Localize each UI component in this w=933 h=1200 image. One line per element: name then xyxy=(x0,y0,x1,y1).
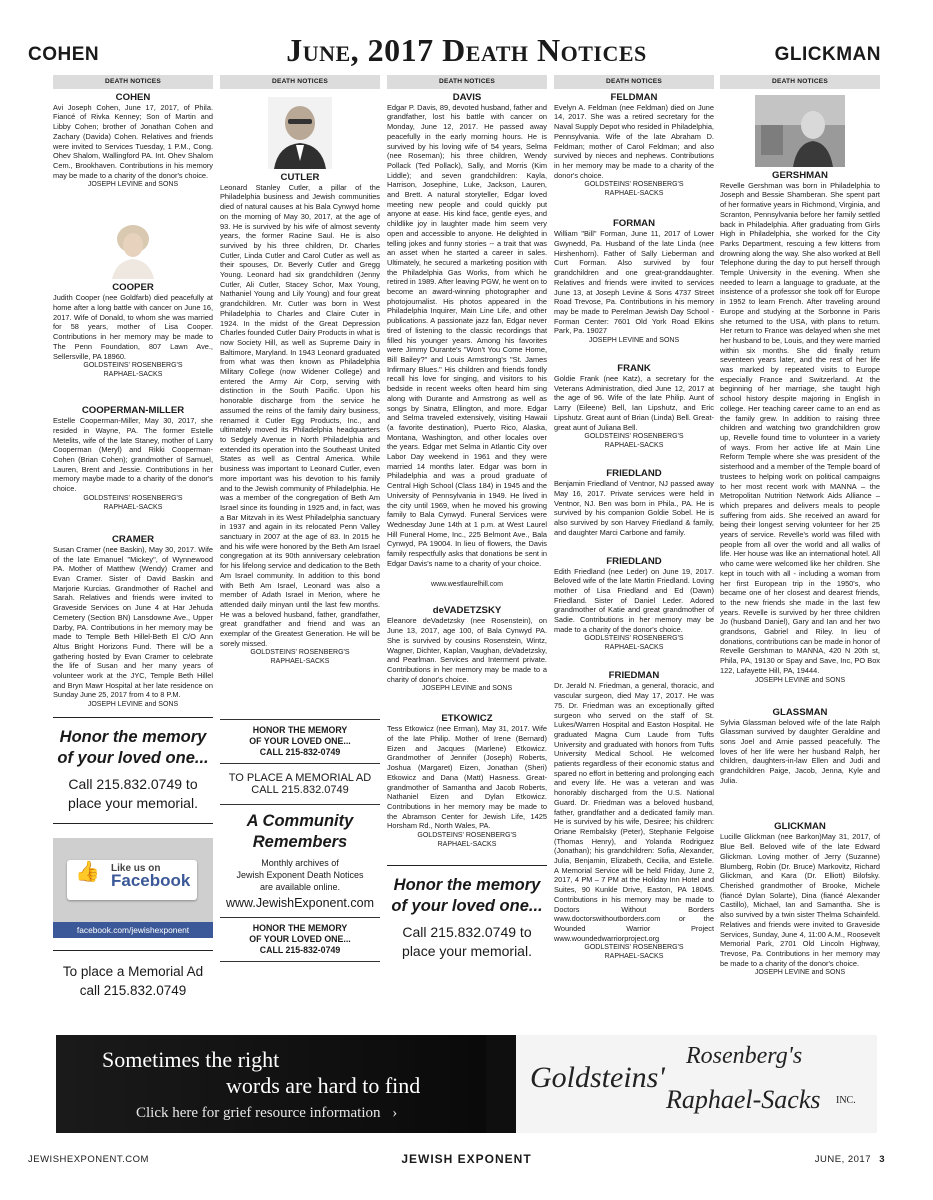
promo-heading: of your loved one... xyxy=(57,749,209,768)
thumbs-up-icon: 👍 xyxy=(75,861,100,884)
logo-goldsteins: Goldsteins' xyxy=(530,1061,665,1094)
community-url[interactable]: www.JewishExponent.com xyxy=(226,896,374,911)
facebook-brand: Facebook xyxy=(111,871,191,891)
portrait-image xyxy=(755,95,845,167)
notice-name: GLICKMAN xyxy=(774,821,826,833)
box-line: HONOR THE MEMORY xyxy=(252,923,348,934)
banner-line-1: Sometimes the right xyxy=(102,1047,280,1072)
notice-text: Edith Friedland (nee Leder) on June 19, 2017. Beloved wife of the late Martin Friedland. Loving mother of Lisa Friedland and Ed (Dawn) Friedland. Sister of Daniel Leder. Adored grandmother of Katie and great grandmother of Sadie. Contributions in her memory may be made to a charity of the donor's choice. xyxy=(554,566,714,634)
promo-text: To place a Memorial Ad xyxy=(62,964,204,980)
column-label: DEATH NOTICES xyxy=(720,75,880,89)
promo-heading: Honor the memory xyxy=(393,876,541,895)
grief-resource-banner[interactable] xyxy=(56,1035,877,1133)
portrait-photo xyxy=(755,95,845,167)
notice-signature: RAPHAEL-SACKS xyxy=(103,371,163,379)
box-line: CALL 215-832-0749 xyxy=(259,945,341,956)
portrait-image xyxy=(268,97,332,169)
community-text: are available online. xyxy=(259,882,341,893)
portrait-photo xyxy=(102,215,164,279)
logo-raphael-sacks: Raphael-Sacks xyxy=(666,1085,821,1114)
page-title: June, 2017 Death Notices xyxy=(286,32,647,68)
community-text: Jewish Exponent Death Notices xyxy=(236,870,364,881)
facebook-like-text: Like us on xyxy=(111,863,161,875)
column-4 xyxy=(554,75,714,961)
notice-signature: GOLDSTEINS' ROSENBERG'S xyxy=(250,649,350,657)
honor-memory-box[interactable] xyxy=(220,918,380,962)
column-label: DEATH NOTICES xyxy=(53,75,213,89)
notice-signature: GODLSTEINS' ROSENBERG'S xyxy=(584,944,684,952)
community-heading: Remembers xyxy=(252,833,348,852)
column-5 xyxy=(720,75,880,977)
notice-text: William "Bill" Forman, June 11, 2017 of Lower Gwynedd, Pa. Husband of the late Linda (nee Hirshenhorn). Father of Sally Lieberman and Curt Forman. Also survived by four grandchildren and one great-granddaughter. Relatives and friends were invited to services June 13, at Joseph Levine & Sons 4737 Street Road Trevose, Pa. Contributions in his memory may be made to Perelman Jewish Day School - Forman Center: 7601 Old York Road Elkins Park, Pa. 19027 xyxy=(554,229,714,336)
place-ad-line: CALL 215.832.0749 xyxy=(251,784,349,797)
notice-signature: JOSEPH LEVINE and SONS xyxy=(754,676,846,684)
banner-cta[interactable] xyxy=(136,1105,397,1122)
notice-text: Evelyn A. Feldman (nee Feldman) died on June 14, 2017. She was a retired secretary for the Naval Supply Depot who resided in Philadelphia, Pennsylvania. Wife of the late Abraham D. Feldman; mother of Carol Feldman; and also survived by nieces and nephews. Contributions in her memory may be made to a charity of the donor's choice. xyxy=(554,102,714,180)
column-label: DEATH NOTICES xyxy=(554,75,714,89)
page-number: 3 xyxy=(879,1154,885,1165)
header-right-name: GLICKMAN xyxy=(774,44,881,65)
promo-text: call 215.832.0749 xyxy=(79,983,187,999)
place-memorial-ad[interactable] xyxy=(220,764,380,805)
notice-signature: RAPHAEL-SACKS xyxy=(103,503,163,511)
notice-signature: RAPHAEL-SACKS xyxy=(270,658,330,666)
notice-signature: GOLDSTEINS' ROSENBERG'S xyxy=(83,362,183,370)
notice-text: Judith Cooper (nee Goldfarb) died peacefully at home after a long battle with cancer on June 16, 2017. Wife of Donald, to whom she was married for 58 years, mother of Lisa Cooper. Contributions in her memory may be made to The Penn Foundation, 807 Lawn Ave., Sellersville, PA 18960. xyxy=(53,293,213,361)
notice-text: Lucille Glickman (nee Barkon)May 31, 2017, of Blue Bell. Beloved wife of the late Edward Glickman. Loving mother of Jerry (Suzanne) Blumberg, Robin (Dr. Bruce) Markovitz, Richard Glickman, and Kara (Dr. Elliott) Bilofsky. Cherished grandmother of Brooke, Michele (fiancé Dylan Solarte), Dina (fiancé Alexander Castillo), Michael, Ian and Samantha. She is also survived by a twin sister Thelma Schainfeld. Relatives and friends were invited to Graveside Services, Sunday, June 4, 11:00 A.M., Roosevelt Memorial Park, 2701 Old Lincoln Highway, Trevose, Pa. Contributions in her memory may be made to a charity of the donor's choice. xyxy=(720,832,880,968)
banner-cta-text: Click here for grief resource information xyxy=(136,1105,381,1121)
column-3 xyxy=(387,75,547,961)
footer-website[interactable]: JEWISHEXPONENT.COM xyxy=(28,1154,149,1165)
notice-name: FRIEDMAN xyxy=(608,670,660,682)
promo-text: Call 215.832.0749 to xyxy=(402,924,532,941)
notice-name: FRIEDLAND xyxy=(606,468,662,480)
chevron-right-icon: › xyxy=(392,1105,398,1121)
notice-text: Sylvia Glassman beloved wife of the late Ralph Glassman survived by daughter Geraldine and sons Joel and Arnie passed peacefully. The loves of her life were her husband Ralph, her children, daughters-in-law Ellen and Judi and grandchildren Paige, Jacob, Jenna, Kyle and Julia. xyxy=(720,717,880,785)
logo-rosenbergs: Rosenberg's xyxy=(686,1043,803,1069)
notice-text: Eleanore deVadetzsky (nee Rosenstein), on June 13, 2017, age 100, of Bala Cynwyd PA. She is survived by cousins Rosenstein, Wintz, Wagner, Dichter, Kaplan, Vaughan, deVadetzsky, and Pearlman. Services and Interment private. Contributions in her memory may be made to a charity of donor's choice. xyxy=(387,616,547,684)
notice-name: GLASSMAN xyxy=(772,706,828,718)
notice-signature: JOSEPH LEVINE and SONS xyxy=(588,337,680,345)
notice-signature: GOLDSTEINS' ROSENBERG'S xyxy=(417,832,517,840)
banner-line-2: words are hard to find xyxy=(226,1073,421,1098)
box-line: CALL 215-832-0749 xyxy=(259,747,341,758)
notice-signature: JOSEPH LEVINE and SONS xyxy=(754,969,846,977)
community-text: Monthly archives of xyxy=(261,858,339,869)
notice-name: CUTLER xyxy=(280,171,320,183)
notice-text: Dr. Jerald N. Friedman, a general, thoracic, and vascular surgeon, died May 17, 2017. He was 75. Dr. Friedman was an exceptionally gifted surgeon who served on the staff of St. Lukes/Warren Hospital and Easton Hospital. He graduated Magna Cum Laude from Tufts University and graduated with honors from Tufts University Medical School. He welcomed patients regardless of their economic status and spared no effort in bettering and prolonging each and every life. He was a veteran and was honorably discharged from the U.S. National Guard. Dr. Friedman was a beloved husband, father, grandfather and a dedicated family man. He is survived by his wife, Desiree; his children: Oriane Rembalsky (Peter), Stephanie Felgoise (Thomas Henry), and Yolanda Rodriguez (Jonathan); his grandchildren: Sofia, Alexander, Julia, Benjamin, Elizabeth, Cecilia, and Estelle. A Memorial Service will be held Friday, June 2, 2017, 4 PM – 7 PM at the Holiday Inn Hotel and Suites, 90 Kunkle Drive, Easton, PA 18045. Contributions in his memory may be made to Doctors Without Borders www.doctorswithoutborders.com or the Wounded Warrior Project www.woundedwarriorproject.org xyxy=(554,681,714,943)
header-left-name: COHEN xyxy=(28,44,100,65)
notice-signature: JOSEPH LEVINE and SONS xyxy=(87,701,179,709)
notice-name: COOPERMAN-MILLER xyxy=(81,405,185,417)
notice-name: DAVIS xyxy=(452,91,482,103)
facebook-like-box xyxy=(67,860,197,900)
column-1 xyxy=(53,75,213,1000)
notice-signature: GOLDSTEINS' ROSENBERG'S xyxy=(584,433,684,441)
notice-name: CRAMER xyxy=(111,533,155,545)
notice-name: deVADETZSKY xyxy=(432,605,502,617)
community-heading: A Community xyxy=(246,812,354,831)
notice-url[interactable]: www.westlaurelhill.com xyxy=(431,581,503,589)
notice-text: Tess Etkowicz (nee Erman), May 31, 2017. Wife of the late Philip. Mother of Irene (Bernard) Eizen and Jacques (Marlene) Etkowicz. Grandmother of Jennifer (Joseph) Roberts, Joshua (Margaret) Eizen, Jonathan (Sheri) Etkowicz and Dana (Matt) Hasness. Great-grandmother of Samantha and Jacob Roberts, Nathaniel Eizen and Dylan Etkowicz. Contributions in her memory may be made to the Abramson Center for Jewish Life, 1425 Horsham Rd., North Wales, PA. xyxy=(387,724,547,831)
notice-name: FELDMAN xyxy=(610,91,658,103)
footer-publication: JEWISH EXPONENT xyxy=(401,1152,532,1166)
place-ad-line: TO PLACE A MEMORIAL AD xyxy=(228,772,372,785)
memorial-promo[interactable] xyxy=(53,721,213,813)
notice-text: Susan Cramer (nee Baskin), May 30, 2017. Wife of the late Emanuel "Mickey", of Wynnewood PA. Mother of Matthew (Wendy) Cramer and Evan Cramer. Sister of David Baskin and Marjorie Kurcias. Grandmother of Rachel and Sarah. Relatives and friends were invited to Graveside Services on June 4 at Har Jehuda Cemetery (Section BN) Lansdowne Ave., Upper Darby, PA. Contributions in her memory may be made to Temple Beth Hillel-Beth El C/O Ann Altus Bright Horizons Fund. There will be a gathering hosted by Evan Cramer to celebrate the life of Susan and her many years of volunteer work at the JYC, Temple Beth Hillel and Bryn Mawr Hospital at her late residence on Sunday June 25, 2017 from 4 to 8 P.M. xyxy=(53,544,213,700)
notice-signature: RAPHAEL-SACKS xyxy=(604,442,664,450)
promo-heading: of your loved one... xyxy=(391,897,543,916)
notice-signature: GOLDSTEINS' ROSENBERG'S xyxy=(83,494,183,502)
promo-text: place your memorial. xyxy=(402,943,532,960)
notice-text: Revelle Gershman was born in Philadelphia to Joseph and Bessie Shamberan. She spent part of her formative years in Richmond, Virginia, and Scranton, Pennsylvania before her family settled back in Philadelphia. After graduating from Girls High in Philadelphia, she worked for the City Parks Department, rescuing a few kittens from drowning along the way. She also worked at Bell Telephone during the day to put herself through Temple University in the evening. When she needed to learn a language to graduate, at the insistence of a professor she took off for Europe in 1952 to learn French. After traveling around Europe and studying at the Sorbonne in Paris she returned to the USA, with plans to return. Her return to France was delayed when she met her husband to be, Louis, and they were married within six months. She did finally return seventeen years later, and the rest of her life was marked by repeated visits to Europe especially France and Switzerland. At the beginning of her marriage, she taught high school history despite majoring in English in college. Her teaching career came to an end as the family grew. In addition to raising three children and watching two grandchildren grow up, Revelle found time to volunteer in a variety of ways. From her active life at Main Line Reform Temple where she was president of the sisterhood and a member of the Temple board of trustees to helping work on political campaigns to her most recent work with MANNA – the Metropolitan Nutrition Network Aids Alliance – which prepares and delivers meals to people suffering from aids. She received an award for being their longest serving volunteer for her 25 years of service. Revelle's world was filled with people from all over the world and all walks of life. Her house was like an international hotel. All who came were welcomed like her children. She kept in touch with all - including a woman from her first European trip in the 1950's, who became one of her closest and dearest friends, to the new friends she made in the last few years. Revelle is survived by her three children Jo (husband Daniel), Gary and Ian and her two grandsons, Gabriel and Riley. In lieu of donations, contributions can be made in honor of Revelle Gershman to MANNA, 420 N 20th st, Phila, PA, 19130 or Spay and Save, Inc, PO Box 122, Lafayette Hill, PA, 19444. xyxy=(720,180,880,675)
memorial-promo[interactable] xyxy=(387,869,547,961)
footer-date: JUNE, 2017 xyxy=(814,1154,871,1165)
notice-signature: RAPHAEL-SACKS xyxy=(437,841,497,849)
facebook-promo[interactable] xyxy=(53,838,213,938)
notice-signature: GODLSTEINS' ROSENBERG'S xyxy=(584,635,684,643)
column-label: DEATH NOTICES xyxy=(387,75,547,89)
honor-memory-box[interactable] xyxy=(220,719,380,764)
notice-text: Estelle Cooperman-Miller, May 30, 2017, she resided in Wayne, PA. The former Estelle Metelits, wife of the late Staney, mother of Larry Cooperman (Meryl) and Rikki Cooperman-Cohen (Brian Cohen); grandmother of Samuel, Lauren, Brent and Jessie. Contributions in her memory maybe made to a charity of the donor's choice. xyxy=(53,416,213,494)
notice-text: Edgar P. Davis, 89, devoted husband, father and grandfather, lost his battle with cancer on Monday, June 12, 2017. He passed away peacefully in the early morning hours. He is survived by his loving wife of 54 years, Selma (nee Roseman); his three children, Wendy Pollack (Ted Pollack), Sally, and Morris (Kim Liddle); and seven grandchildren: Kayla, Harrison, Josephine, Luke, Jackson, Lauren, and Brett. A natural storyteller, Edgar loved meeting new people and could quickly put anyone at ease. His kind face, gentle eyes, and childlike joy in laughter made him seem very open and accessible to anyone. He delighted in telling jokes and funny stories -- a trait that was an asset when he started a career in sales. Ultimately, he secured a marketing position with the Philadelphia Gas Works, from which he retired in 1989. After leaving PGW, he went on to become an award-winning photographer and photojournalist. His photos appeared in the Philadelphia Inquirer, Main Line Life, and other publications. A passionate jazz fan, Edgar never tired of listening to the classic recordings that filled his younger years. Among his favorites were Jimmy Durante's "Won't You Come Home, Bill Bailey?" and Louis Armstrong's "St. James Infirmary Blues." His children and friends fondly recall his love for singing, and visitors to his bedside in recent weeks often heard him sing along with Durante and Armstrong as well as songs by Sinatra, Ellington, and more. Edgar and Selma traveled extensively, visiting Hawaii (a favorite destination), Puerto Rico, Alaska, Montana, Washington, and other locales over the years. Edgar met Selma in Atlantic City over Labor Day weekend in 1961 and they were married 14 months later. Edgar was born in Philadelphia and was a proud graduate of Central High School (Class 184) in 1945 and the University of Pennsylvania in 1949. He lived in the city until 1969, when he moved his growing family to Bala Cynwyd. Funeral Services were Wednesday June 14th at 1 p.m. at West Laurel Hill Funeral Home, Inc., 225 Belmont Ave., Bala Cynwyd, PA 19004. In lieu of flowers, the Davis family respectfully asks that donations be sent in Edgar Davis's name to a charity of your choice. xyxy=(387,102,547,568)
notice-signature: RAPHAEL-SACKS xyxy=(604,190,664,198)
logo-inc: INC. xyxy=(836,1095,856,1106)
notice-name: FORMAN xyxy=(612,218,656,230)
notice-signature: RAPHAEL-SACKS xyxy=(604,644,664,652)
promo-heading: Honor the memory xyxy=(59,728,207,747)
notice-signature: JOSEPH LEVINE and SONS xyxy=(87,181,179,189)
notice-text: Benjamin Friedland of Ventnor, NJ passed away May 16, 2017. Private services were held in Ventnor, NJ. Ben was born in Phila., PA. He is survived by his companion Goldie Sobel. He is also survived by son Harvey Friedland & family, and daughter Marci Carbone and family. xyxy=(554,479,714,537)
notice-name: COHEN xyxy=(115,91,151,103)
box-line: OF YOUR LOVED ONE... xyxy=(249,934,351,945)
notice-text: Leonard Stanley Cutler, a pillar of the Philadelphia business and Jewish communities died of natural causes at his Bala Cynwyd home on the morning of May 30, 2017, at the age of 93. He is survived by his wife of almost seventy years, the former Racine Saul. He is also survived by his three children, Dr. Charles Cutler, Linda Cutler and Carol Cutler as well as their spouses, Dr. Beverly Cutler and Gregg Young. Leonard had six grandchildren (Jenny Cutler, Ali Cutler, Stacey Schor, Max Young, Nathaniel Young and Lily Young) and four great grandchildren. Mr. Cutler was born in West Philadelphia to Charles and Claire Cuter in 1924. In the midst of the Great Depression Charles founded Cutler Dairy Products in what is now Society Hill, as well as Supreme Dairy in Baltimore, Maryland. In 1943 Leonard graduated from what was then known as Philadelphia Military College (now Widener College) and entered the Army Air Corp, serving with distinction in the South Pacific. Upon his honorable discharge from the service he assumed the reins of the family dairy business, renamed it Cutler Egg Products, Inc., and ultimately moved its Philadelphia headquarters to Sedgely Avenue in North Philadelphia and extended its operation into the Southeast United States as well as Central America. While business was important to Leonard Cutler, even more important was his devotion to his family and to the Jewish community of Philadelphia. He was a member of the congregation of Beth Am Israel since its founding in 1925 and, in fact, was a Bar Mitzvah in its West Philadelphia sanctuary in 1937 and again in its relocated Penn Valley sanctuary in 2007 at the age of 83. In 2015 he and his wife were honored by the Beth Am Israel congregation at its 90th anniversary celebration for his lifelong service and dedication to the Beth Am Israel community. In addition to this bond with Beth Am Israel, Leonard was also a member of Adath Israel in Merion, where he attended daily minyan until the last few months. He was a beloved husband, father, grandfather, great grandfather and friend and was an exemplar of the Greatest Generation. He will be sorely missed. xyxy=(220,182,380,648)
promo-text: place your memorial. xyxy=(68,795,198,812)
promo-text: Call 215.832.0749 to xyxy=(68,776,198,793)
box-line: OF YOUR LOVED ONE... xyxy=(249,736,351,747)
notice-signature: RAPHAEL-SACKS xyxy=(604,953,664,961)
notice-name: ETKOWICZ xyxy=(441,713,493,725)
facebook-url[interactable]: facebook.com/jewishexponent xyxy=(53,922,213,938)
column-label: DEATH NOTICES xyxy=(220,75,380,89)
notice-name: FRIEDLAND xyxy=(606,555,662,567)
memorial-ad-promo[interactable] xyxy=(53,954,213,1000)
portrait-photo xyxy=(268,97,332,169)
portrait-image xyxy=(102,215,164,279)
notice-signature: GOLDSTEINS' ROSENBERG'S xyxy=(584,181,684,189)
notice-text: Goldie Frank (nee Katz), a secretary for the Veterans Administration, died June 12, 2017 at the age of 96. Wife of the late Philip. Aunt of Larry (Eileene) Bell, Ian Lipshutz, and Eric Lipshutz. Great aunt of Brian (Linda) Bell. Great-great aunt of Juliana Bell. xyxy=(554,374,714,432)
box-line: HONOR THE MEMORY xyxy=(252,725,348,736)
notice-name: GERSHMAN xyxy=(772,169,828,181)
column-2 xyxy=(220,75,380,962)
notice-name: COOPER xyxy=(112,282,154,294)
banner-logo-panel xyxy=(516,1035,877,1133)
notice-signature: JOSEPH LEVINE and SONS xyxy=(421,685,513,693)
notice-text: Avi Joseph Cohen, June 17, 2017, of Phila. Fiancé of Rivka Kenney; Son of Martin and Libby Cohen; brother of Jonathan Cohen and Zachary (Davida) Cohen. Relatives and friends were invited to Services Tuesday, 1 P.M., Cong. Ohev Shalom, Wallingford PA. Int. Ohev Shalom Cem., Brookhaven. Contributions in his memory may be made to a charity of the donor's choice. xyxy=(53,102,213,180)
community-remembers[interactable] xyxy=(220,805,380,918)
notice-name: FRANK xyxy=(617,363,651,375)
